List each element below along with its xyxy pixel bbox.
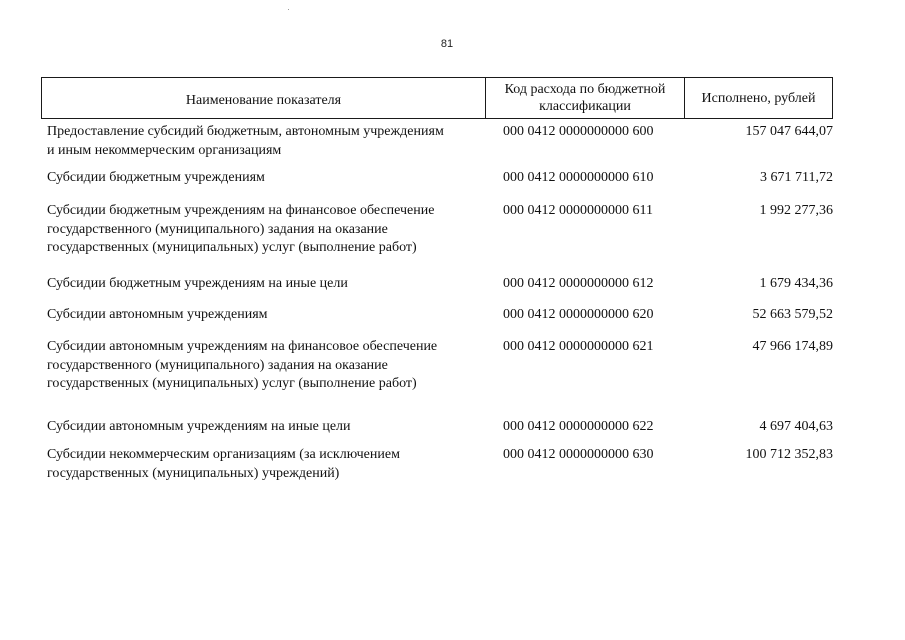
row-code: 000 0412 0000000000 612 — [503, 276, 654, 291]
row-code: 000 0412 0000000000 622 — [503, 419, 654, 434]
row-code: 000 0412 0000000000 610 — [503, 170, 654, 185]
row-amount: 157 047 644,07 — [745, 124, 833, 139]
row-amount: 47 966 174,89 — [752, 339, 833, 354]
row-code: 000 0412 0000000000 630 — [503, 447, 654, 462]
row-code: 000 0412 0000000000 611 — [503, 203, 653, 218]
header-name: Наименование показателя — [42, 78, 486, 118]
row-code: 000 0412 0000000000 600 — [503, 124, 654, 139]
row-code: 000 0412 0000000000 621 — [503, 339, 654, 354]
row-name: Субсидии бюджетным учреждениям на финансовое обеспечение государственного (муниципального) задания на оказание государственных (муниципальных) услуг (выполнение работ) — [47, 203, 435, 255]
row-name: Субсидии автономным учреждениям — [47, 307, 268, 322]
header-code: Код расхода по бюджетной классификации — [486, 78, 685, 118]
page-number: 81 — [440, 38, 454, 50]
row-name: Субсидии бюджетным учреждениям на иные цели — [47, 276, 348, 291]
table-header — [41, 77, 833, 119]
row-code: 000 0412 0000000000 620 — [503, 307, 654, 322]
row-amount: 100 712 352,83 — [745, 447, 833, 462]
row-amount: 1 992 277,36 — [759, 203, 833, 218]
row-amount: 4 697 404,63 — [759, 419, 833, 434]
row-name: Субсидии автономным учреждениям на иные цели — [47, 419, 351, 434]
row-name: Предоставление субсидий бюджетным, автономным учреждениям и иным некоммерческим организациям — [47, 124, 444, 158]
scan-speck — [288, 9, 289, 10]
row-name: Субсидии бюджетным учреждениям — [47, 170, 265, 185]
row-amount: 52 663 579,52 — [752, 307, 833, 322]
row-amount: 3 671 711,72 — [760, 170, 833, 185]
row-amount: 1 679 434,36 — [759, 276, 833, 291]
row-name: Субсидии некоммерческим организациям (за исключением государственных (муниципальных) учреждений) — [47, 447, 400, 481]
header-executed: Исполнено, рублей — [701, 90, 816, 106]
row-name: Субсидии автономным учреждениям на финансовое обеспечение государственного (муниципального) задания на оказание государственных (муниципальных) услуг (выполнение работ) — [47, 339, 438, 391]
